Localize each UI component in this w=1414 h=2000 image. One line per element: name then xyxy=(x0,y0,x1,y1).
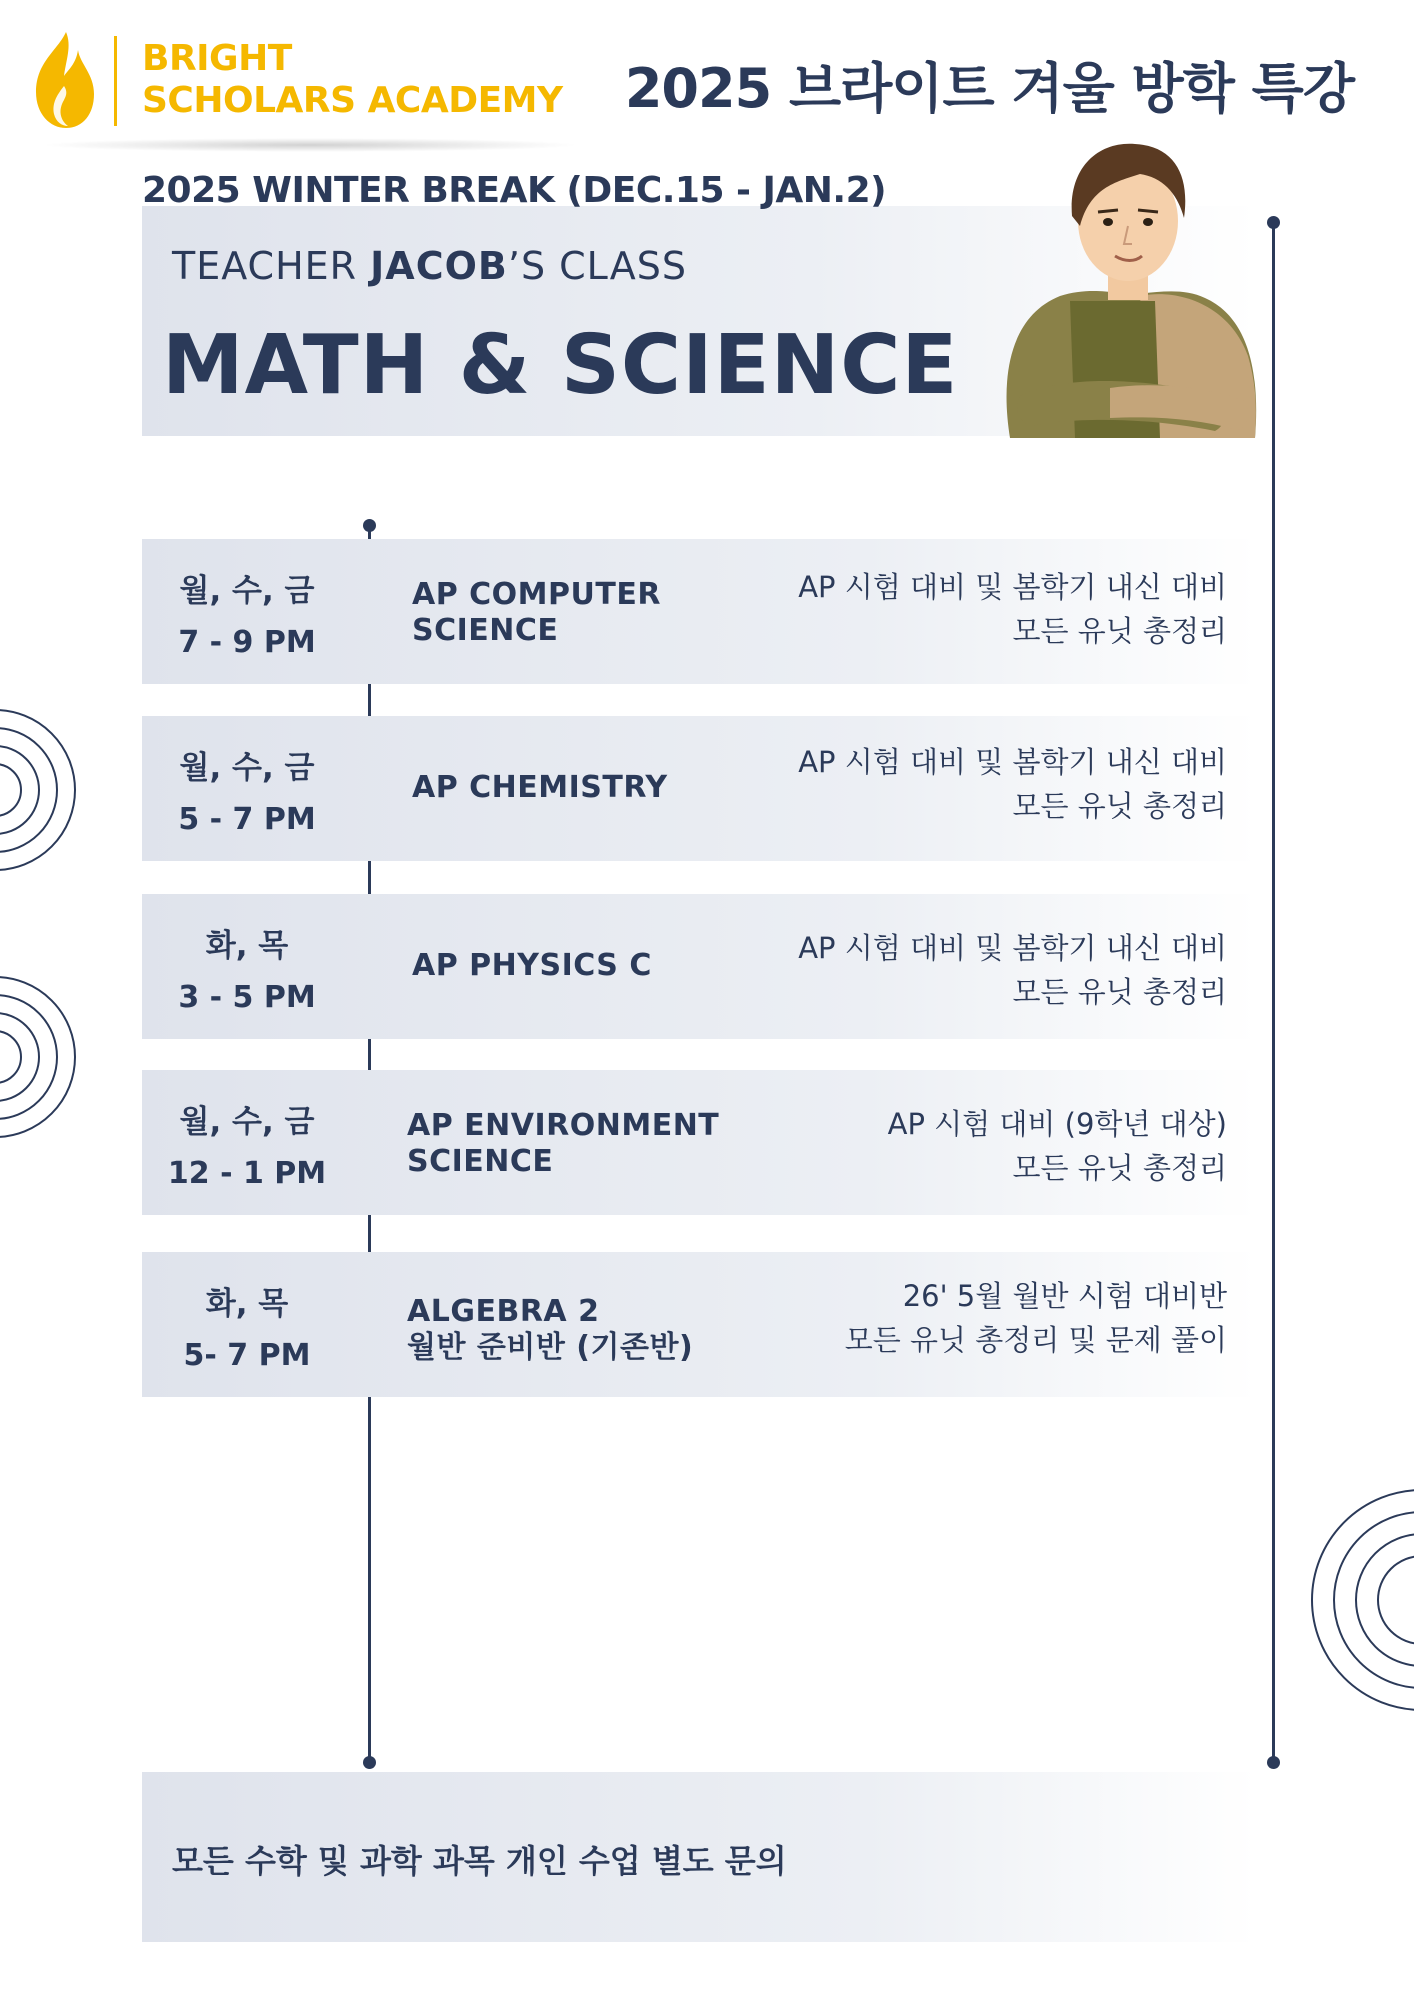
desc-line-2: 모든 유닛 총정리 xyxy=(1012,975,1227,1009)
page-subtitle: 2025 WINTER BREAK (DEC.15 - JAN.2) xyxy=(142,170,887,211)
footer-text: 모든 수학 및 과학 과목 개인 수업 별도 문의 xyxy=(172,1842,787,1880)
class-time: 5 - 7 PM xyxy=(178,802,316,837)
class-row xyxy=(142,716,1257,861)
class-time: 7 - 9 PM xyxy=(178,625,316,660)
class-row xyxy=(142,539,1257,684)
timeline-right-line xyxy=(1272,222,1275,1762)
timeline-dot xyxy=(363,1756,376,1769)
flame-icon xyxy=(28,30,98,130)
class-course xyxy=(412,770,668,806)
hero-title: MATH & SCIENCE xyxy=(162,318,959,413)
desc-line-1: AP 시험 대비 및 봄학기 내신 대비 xyxy=(798,570,1227,604)
logo-wordmark xyxy=(142,38,563,122)
timeline-dot xyxy=(1267,216,1280,229)
course-line-2: SCIENCE xyxy=(412,613,559,648)
class-course xyxy=(407,1108,719,1180)
desc-line-1: AP 시험 대비 및 봄학기 내신 대비 xyxy=(798,931,1227,965)
class-days: 월, 수, 금 xyxy=(179,573,315,609)
desc-line-1: AP 시험 대비 (9학년 대상) xyxy=(887,1107,1227,1141)
course-line-1: AP CHEMISTRY xyxy=(412,770,668,805)
logo-line-1: BRIGHT xyxy=(142,38,292,79)
desc-line-2: 모든 유닛 총정리 및 문제 풀이 xyxy=(844,1323,1227,1357)
teacher-suffix: ’S CLASS xyxy=(507,244,687,288)
course-line-1: ALGEBRA 2 xyxy=(407,1294,600,1329)
course-line-2: SCIENCE xyxy=(407,1144,554,1179)
logo-shadow xyxy=(40,138,580,152)
teacher-illustration xyxy=(990,126,1265,438)
page-title: 2025 브라이트 겨울 방학 특강 xyxy=(624,57,1354,120)
desc-line-2: 모든 유닛 총정리 xyxy=(1012,789,1227,823)
class-description xyxy=(798,565,1227,653)
class-time: 3 - 5 PM xyxy=(178,980,316,1015)
decorative-circles xyxy=(1300,1480,1414,1720)
desc-line-1: AP 시험 대비 및 봄학기 내신 대비 xyxy=(798,745,1227,779)
desc-line-1: 26' 5월 월반 시험 대비반 xyxy=(902,1279,1227,1313)
course-line-1: AP PHYSICS C xyxy=(412,948,652,983)
class-days: 화, 목 xyxy=(205,1286,289,1322)
decorative-circles xyxy=(0,937,80,1177)
decorative-circles xyxy=(0,670,80,910)
class-row xyxy=(142,1252,1257,1397)
class-days: 월, 수, 금 xyxy=(179,750,315,786)
class-description xyxy=(888,1102,1227,1190)
class-description xyxy=(798,740,1227,828)
teacher-prefix: TEACHER xyxy=(172,244,371,288)
class-course xyxy=(412,577,661,649)
class-description xyxy=(845,1274,1227,1362)
class-row xyxy=(142,894,1257,1039)
desc-line-2: 모든 유닛 총정리 xyxy=(1012,614,1227,648)
class-course xyxy=(412,948,652,984)
class-course xyxy=(407,1294,693,1366)
class-time: 5- 7 PM xyxy=(183,1338,311,1373)
desc-line-2: 모든 유닛 총정리 xyxy=(1012,1151,1227,1185)
timeline-dot xyxy=(363,519,376,532)
class-row xyxy=(142,1070,1257,1215)
course-line-1: AP ENVIRONMENT xyxy=(407,1108,720,1143)
logo-divider xyxy=(114,36,117,126)
class-days: 화, 목 xyxy=(205,928,289,964)
class-description xyxy=(798,926,1227,1014)
course-line-2: 월반 준비반 (기존반) xyxy=(407,1330,694,1365)
teacher-name: JACOB xyxy=(370,244,508,288)
class-days: 월, 수, 금 xyxy=(179,1104,315,1140)
timeline-dot xyxy=(1267,1756,1280,1769)
course-line-1: AP COMPUTER xyxy=(412,577,661,612)
footer-panel xyxy=(142,1772,1257,1942)
class-time: 12 - 1 PM xyxy=(167,1156,327,1191)
teacher-line xyxy=(172,244,687,288)
logo-line-2: SCHOLARS ACADEMY xyxy=(142,80,563,121)
